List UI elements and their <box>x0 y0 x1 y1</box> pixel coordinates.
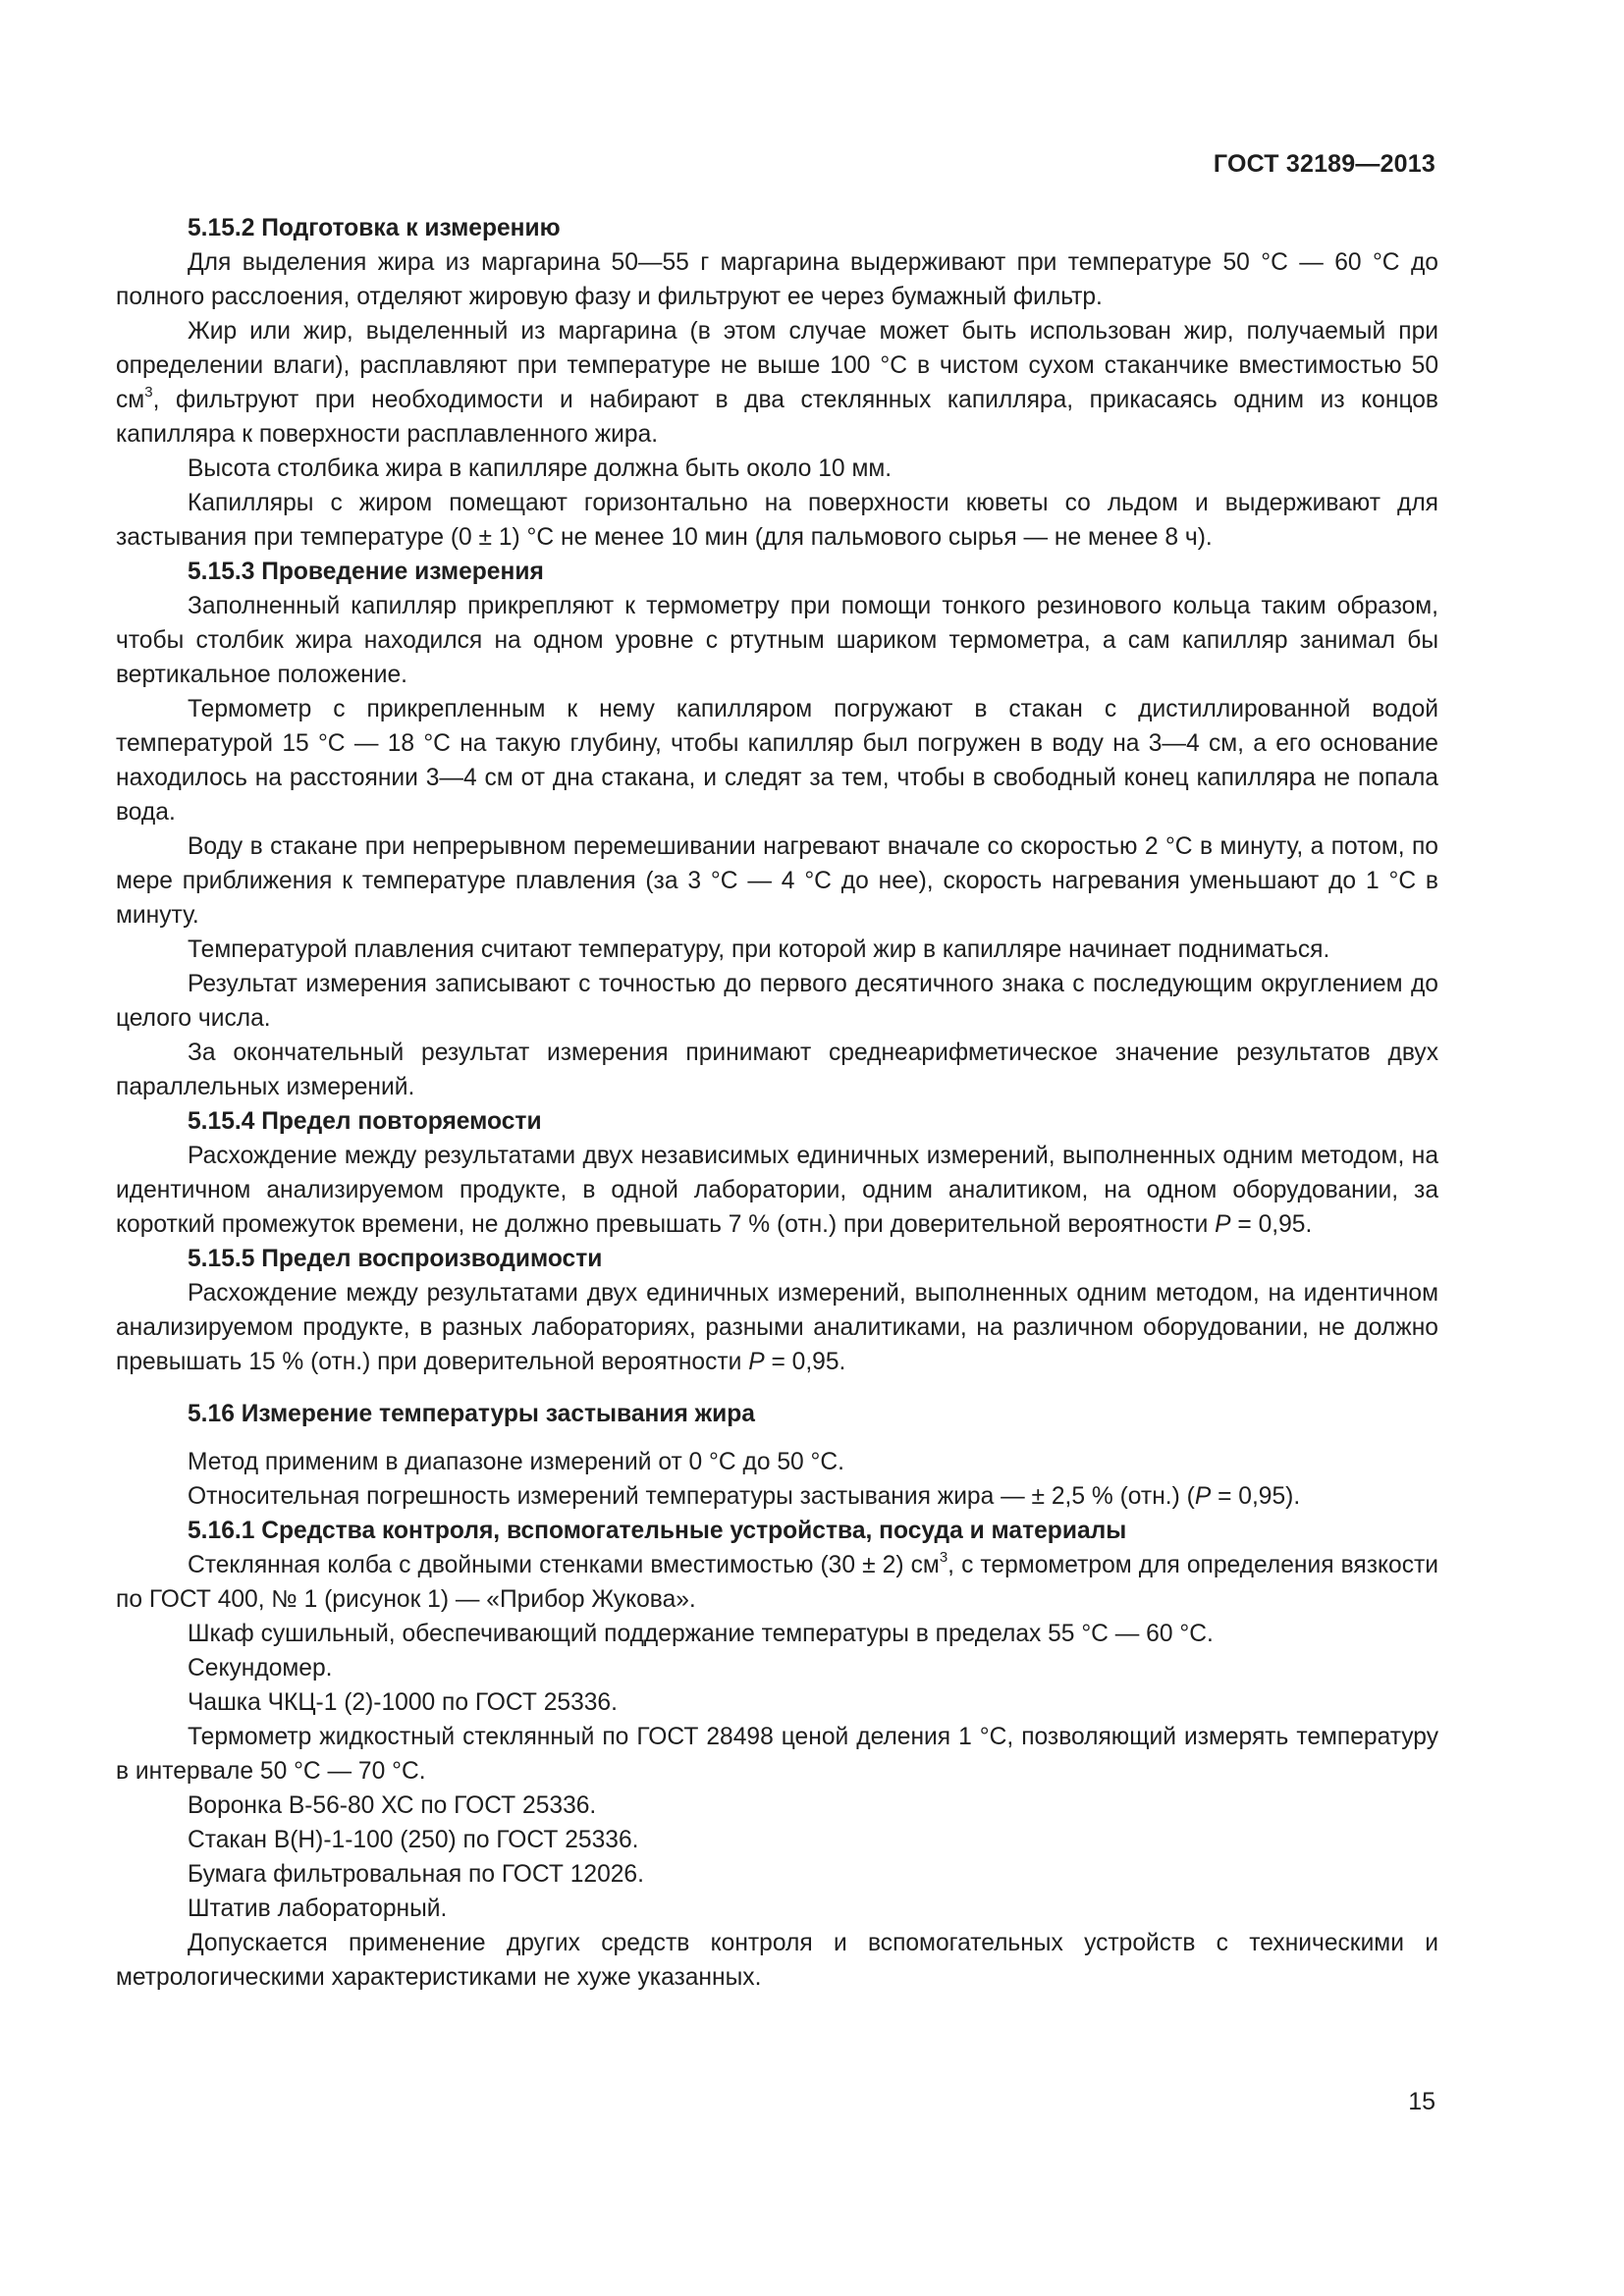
list-item: Воронка В-56-80 ХС по ГОСТ 25336. <box>188 1792 597 1819</box>
variable-p: P <box>1215 1211 1231 1238</box>
text-fragment: , с термометром для определения вязкости по ГОСТ 400, № 1 (рисунок 1) — «Прибор Жукова». <box>116 1552 1438 1613</box>
list-item: Чашка ЧКЦ-1 (2)-1000 по ГОСТ 25336. <box>188 1689 618 1716</box>
paragraph <box>116 1479 1438 1514</box>
text-fragment: = 0,95). <box>1211 1483 1301 1510</box>
paragraph: Высота столбика жира в капилляре должна быть около 10 мм. <box>188 455 893 482</box>
list-item: Бумага фильтровальная по ГОСТ 12026. <box>188 1861 644 1888</box>
paragraph <box>116 314 1438 452</box>
document-body <box>116 211 1438 1995</box>
paragraph: Допускается применение других средств контроля и вспомогательных устройств с техническими и метрологическими характеристиками не хуже указанных. <box>116 1930 1438 1991</box>
list-item: Термометр жидкостный стеклянный по ГОСТ 28498 ценой деления 1 °С, позволяющий измерять температуру в интервале 50 °С — 70 °С. <box>116 1724 1438 1785</box>
paragraph <box>116 1276 1438 1379</box>
heading-5-15-5: 5.15.5 Предел воспроизводимости <box>188 1246 603 1272</box>
superscript: 3 <box>144 384 153 400</box>
paragraph: Термометр с прикрепленным к нему капилляром погружают в стакан с дистиллированной водой температурой 15 °С — 18 °С на такую глубину, чтобы капилляр был погружен в воду на 3—4 см, а его основание находилось на расстоянии 3—4 см от дна стакана, и следят за тем, чтобы в свободный конец капилляра не попала вода. <box>116 696 1438 826</box>
paragraph <box>116 1139 1438 1242</box>
text-fragment: Расхождение между результатами двух независимых единичных измерений, выполненных одним методом, на идентичном анализируемом продукте, в одной лаборатории, одним аналитиком, на одном оборудовании, за короткий промежуток времени, не должно превышать 7 % (отн.) при доверительной вероятности <box>116 1143 1438 1238</box>
heading-5-15-3: 5.15.3 Проведение измерения <box>188 559 544 585</box>
heading-5-16-1: 5.16.1 Средства контроля, вспомогательные устройства, посуда и материалы <box>188 1518 1127 1544</box>
text-fragment: Стеклянная колба с двойными стенками вместимостью (30 ± 2) см <box>188 1552 940 1578</box>
text-fragment: Относительная погрешность измерений температуры застывания жира — ± 2,5 % (отн.) ( <box>188 1483 1195 1510</box>
list-item: Секундомер. <box>188 1655 333 1682</box>
heading-5-16: 5.16 Измерение температуры застывания жира <box>188 1401 755 1427</box>
page-number: 15 <box>1408 2088 1435 2115</box>
paragraph: Результат измерения записывают с точностью до первого десятичного знака с последующим округлением до целого числа. <box>116 971 1438 1032</box>
paragraph: За окончательный результат измерения принимают среднеарифметическое значение результатов двух параллельных измерений. <box>116 1040 1438 1100</box>
superscript: 3 <box>939 1549 948 1566</box>
paragraph: Температурой плавления считают температуру, при которой жир в капилляре начинает подниматься. <box>188 936 1330 963</box>
paragraph: Для выделения жира из маргарина 50—55 г маргарина выдерживают при температуре 50 °С — 60 °С до полного расслоения, отделяют жировую фазу и фильтруют ее через бумажный фильтр. <box>116 249 1438 310</box>
text-fragment: Расхождение между результатами двух единичных измерений, выполненных одним методом, на идентичном анализируемом продукте, в разных лабораториях, разными аналитиками, на различном оборудовании, не должно превышать 15 % (отн.) при доверительной вероятности <box>116 1280 1438 1375</box>
paragraph <box>116 1548 1438 1617</box>
text-fragment: = 0,95. <box>1230 1211 1313 1238</box>
heading-5-15-2: 5.15.2 Подготовка к измерению <box>188 215 561 241</box>
text-fragment: Жир или жир, выделенный из маргарина (в этом случае может быть использован жир, получаемый при определении влаги), расплавляют при температуре не выше 100 °С в чистом сухом стаканчике вместимостью 50 см <box>116 318 1438 413</box>
heading-5-15-4: 5.15.4 Предел повторяемости <box>188 1108 542 1135</box>
text-fragment: , фильтруют при необходимости и набирают в два стеклянных капилляра, прикасаясь одним из концов капилляра к поверхности расплавленного жира. <box>116 387 1438 448</box>
paragraph: Метод применим в диапазоне измерений от 0 °С до 50 °С. <box>188 1449 844 1475</box>
list-item: Стакан В(Н)-1-100 (250) по ГОСТ 25336. <box>188 1827 639 1853</box>
paragraph: Капилляры с жиром помещают горизонтально на поверхности кюветы со льдом и выдерживают для застывания при температуре (0 ± 1) °С не менее 10 мин (для пальмового сырья — не менее 8 ч). <box>116 490 1438 551</box>
list-item: Штатив лабораторный. <box>188 1896 448 1922</box>
list-item: Шкаф сушильный, обеспечивающий поддержание температуры в пределах 55 °С — 60 °С. <box>188 1621 1214 1647</box>
variable-p: P <box>1194 1483 1212 1510</box>
text-fragment: = 0,95. <box>764 1349 846 1375</box>
variable-p: P <box>748 1349 765 1375</box>
paragraph: Воду в стакане при непрерывном перемешивании нагревают вначале со скоростью 2 °С в минуту, а потом, по мере приближения к температуре плавления (за 3 °С — 4 °С до нее), скорость нагревания уменьшают до 1 °С в минуту. <box>116 833 1438 929</box>
paragraph: Заполненный капилляр прикрепляют к термометру при помощи тонкого резинового кольца таким образом, чтобы столбик жира находился на одном уровне с ртутным шариком термометра, а сам капилляр занимал бы вертикальное положение. <box>116 593 1438 688</box>
document-code: ГОСТ 32189—2013 <box>1213 150 1435 178</box>
